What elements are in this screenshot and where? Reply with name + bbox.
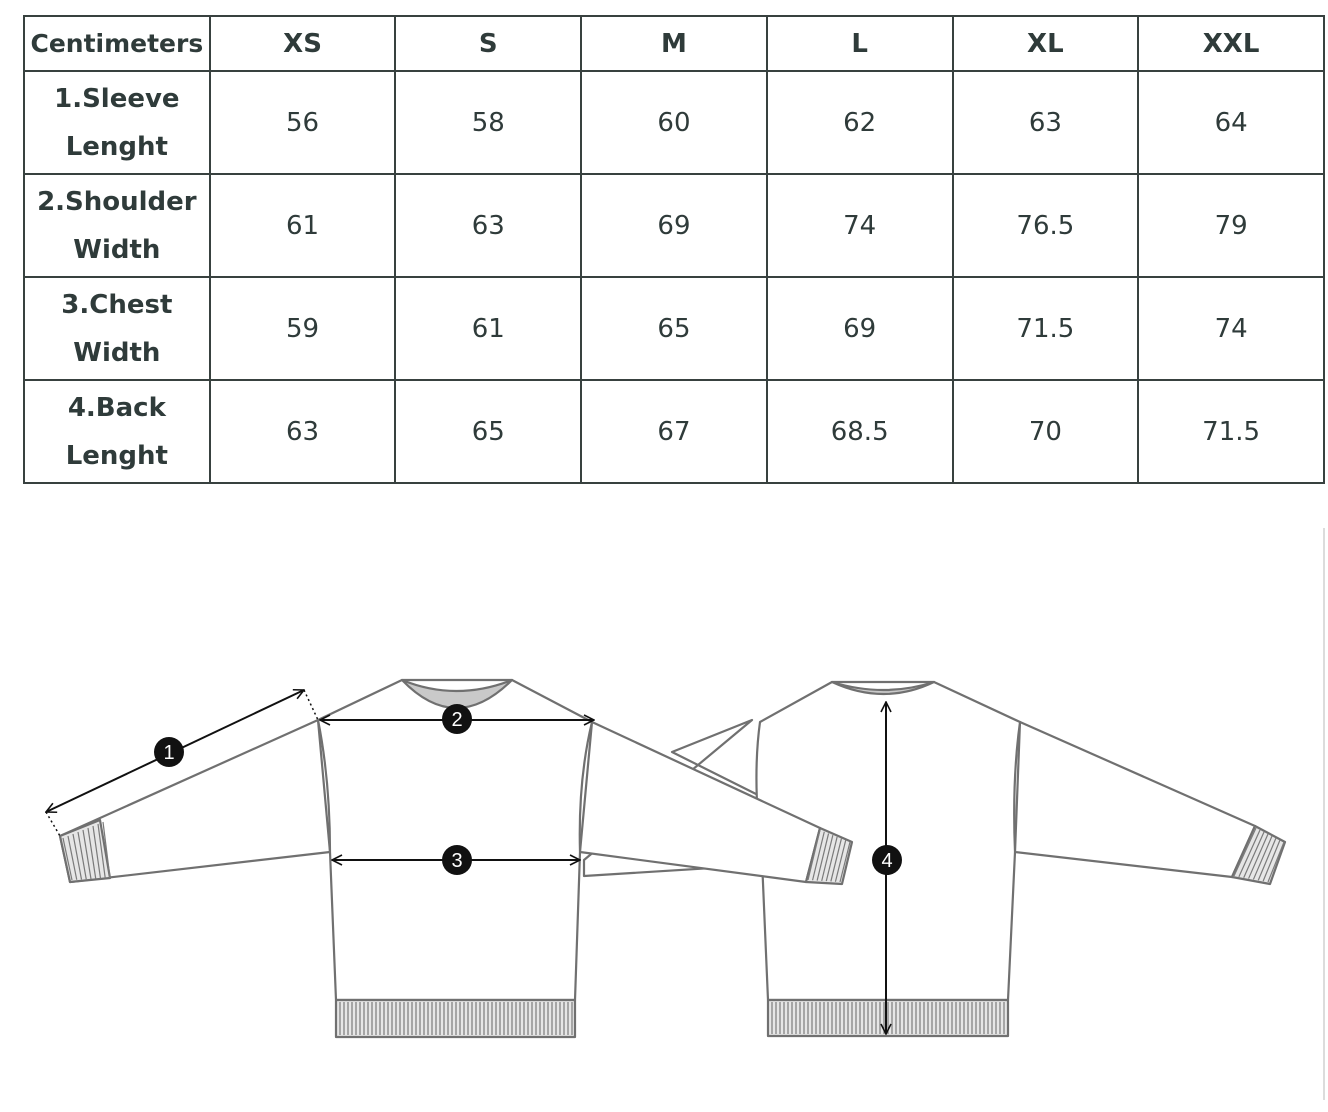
marker-4 <box>872 845 902 875</box>
size-header: XXL <box>1138 16 1324 71</box>
table-cell: 58 <box>395 71 581 174</box>
size-header: M <box>581 16 767 71</box>
unit-header: Centimeters <box>24 16 210 71</box>
table-cell: 68.5 <box>767 380 953 483</box>
table-cell: 76.5 <box>953 174 1139 277</box>
table-cell: 62 <box>767 71 953 174</box>
table-cell: 59 <box>210 277 396 380</box>
marker-3 <box>442 845 472 875</box>
row-label-line: 3.Chest <box>61 289 173 320</box>
marker-label: 2 <box>451 709 463 731</box>
table-cell: 60 <box>581 71 767 174</box>
sweater-measurement-diagram <box>0 520 1328 1112</box>
table-cell: 74 <box>1138 277 1324 380</box>
marker-label: 3 <box>451 850 463 872</box>
table-cell: 70 <box>953 380 1139 483</box>
table-cell: 69 <box>581 174 767 277</box>
table-cell: 65 <box>395 380 581 483</box>
table-header-row <box>24 16 1324 71</box>
table-cell: 63 <box>210 380 396 483</box>
row-label <box>24 71 210 174</box>
back-right-sleeve <box>1015 722 1255 877</box>
row-label-line: 2.Shoulder <box>37 186 197 217</box>
table-row <box>24 380 1324 483</box>
row-label-line: Width <box>73 234 161 265</box>
table-cell: 61 <box>395 277 581 380</box>
size-header: XS <box>210 16 396 71</box>
table-cell: 74 <box>767 174 953 277</box>
table-cell: 63 <box>953 71 1139 174</box>
size-header: L <box>767 16 953 71</box>
row-label <box>24 174 210 277</box>
sleeve-guide-dotted <box>304 690 318 720</box>
marker-1 <box>154 737 184 767</box>
table-cell: 79 <box>1138 174 1324 277</box>
row-label-line: 4.Back <box>67 392 166 423</box>
sleeve-guide-dotted <box>46 812 60 836</box>
row-label <box>24 380 210 483</box>
row-label-line: Lenght <box>65 440 168 471</box>
marker-label: 1 <box>163 742 175 764</box>
row-label-line: Lenght <box>65 131 168 162</box>
size-chart-table <box>23 15 1325 484</box>
table-cell: 71.5 <box>953 277 1139 380</box>
table-cell: 61 <box>210 174 396 277</box>
table-cell: 56 <box>210 71 396 174</box>
table-cell: 63 <box>395 174 581 277</box>
row-label-line: Width <box>73 337 161 368</box>
table-cell: 67 <box>581 380 767 483</box>
table-cell: 69 <box>767 277 953 380</box>
table-cell: 71.5 <box>1138 380 1324 483</box>
table-cell: 65 <box>581 277 767 380</box>
table-row <box>24 71 1324 174</box>
size-header: S <box>395 16 581 71</box>
table-row <box>24 277 1324 380</box>
table-cell: 64 <box>1138 71 1324 174</box>
size-header: XL <box>953 16 1139 71</box>
table-row <box>24 174 1324 277</box>
marker-2 <box>442 704 472 734</box>
marker-label: 4 <box>881 850 893 872</box>
row-label <box>24 277 210 380</box>
row-label-line: 1.Sleeve <box>54 83 180 114</box>
